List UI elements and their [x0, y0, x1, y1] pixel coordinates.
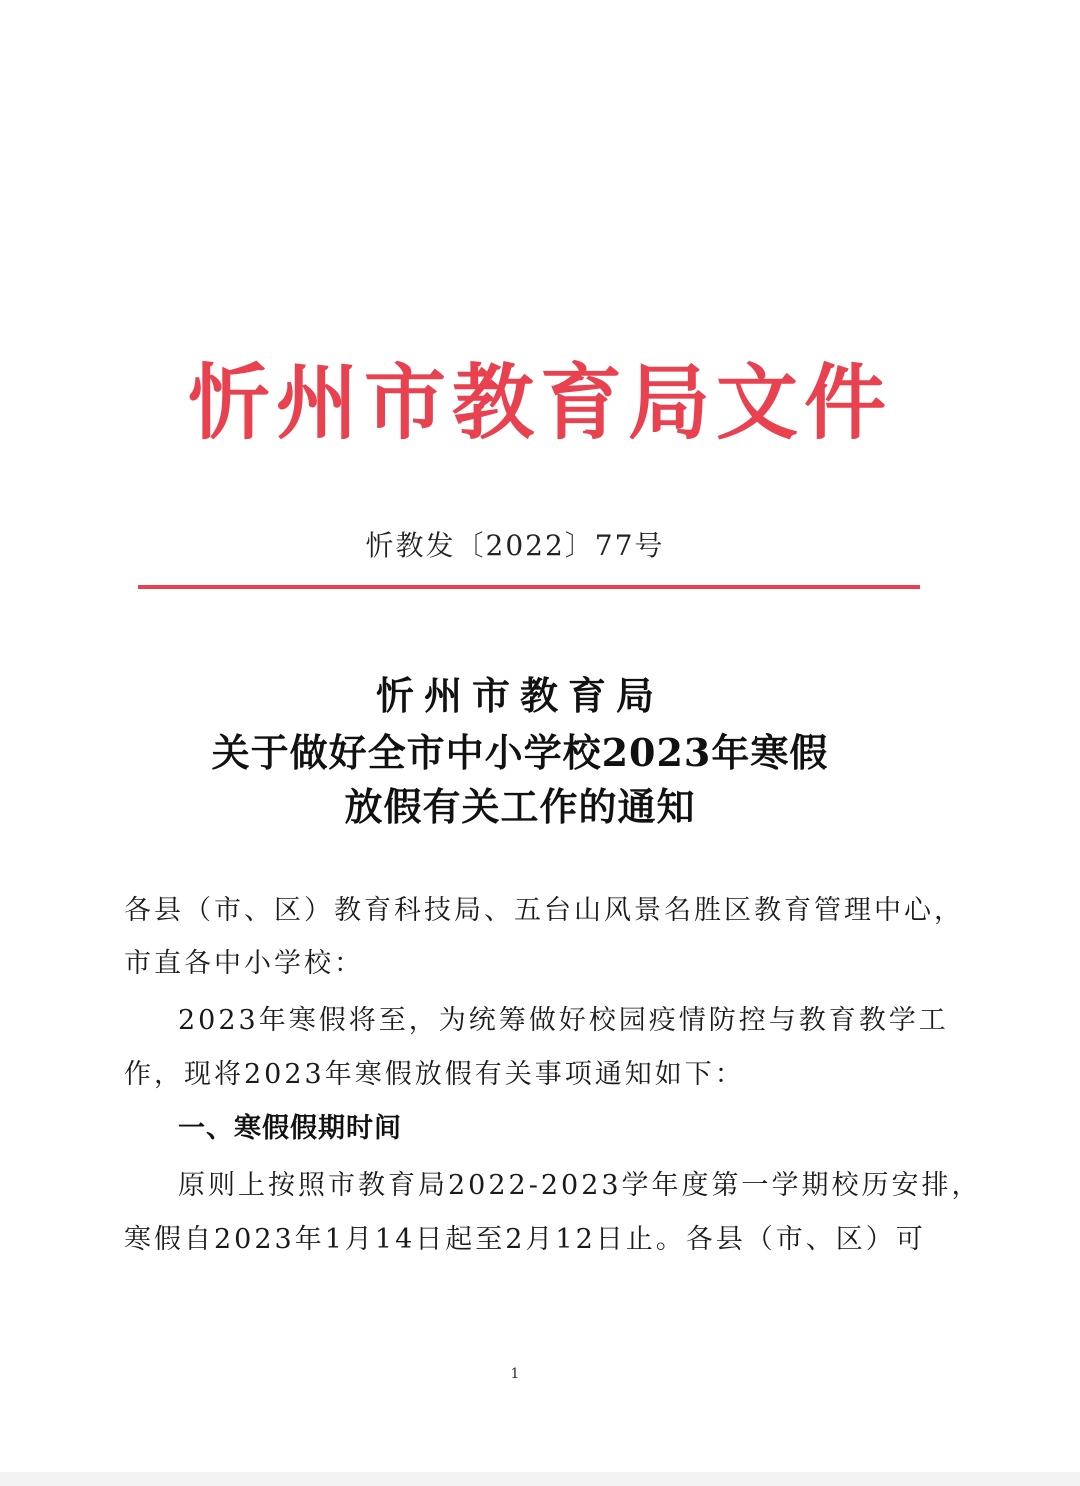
addressee-line-2: 市直各中小学校：: [124, 948, 364, 979]
addressee-line-1: 各县（市、区）教育科技局、五台山风景名胜区教育管理中心，: [124, 895, 964, 926]
notice-title-line-1: 忻州市教育局: [375, 673, 664, 718]
paragraph-1-line-2: 作，现将2023年寒假放假有关事项通知如下：: [124, 1059, 745, 1090]
paragraph-2-line-2: 寒假自2023年1月14日起至2月12日止。各县（市、区）可: [124, 1224, 926, 1255]
bleed-through-text: [140, 185, 788, 220]
page-number: 1: [510, 1366, 520, 1382]
red-divider-rule: [138, 585, 920, 589]
page-bottom-edge: [0, 1472, 1080, 1486]
paragraph-1-line-1: 2023年寒假将至，为统筹做好校园疫情防控与教育教学工: [178, 1005, 949, 1036]
paragraph-2-line-1: 原则上按照市教育局2022-2023学年度第一学期校历安排，: [178, 1170, 982, 1201]
document-number: 忻教发〔2022〕77号: [365, 529, 665, 562]
section-1-heading: 一、寒假假期时间: [178, 1113, 402, 1144]
notice-title-line-3: 放假有关工作的通知: [344, 784, 696, 829]
notice-title-line-2: 关于做好全市中小学校2023年寒假: [211, 730, 829, 775]
issuer-heading: 忻州市教育局文件: [187, 356, 892, 451]
